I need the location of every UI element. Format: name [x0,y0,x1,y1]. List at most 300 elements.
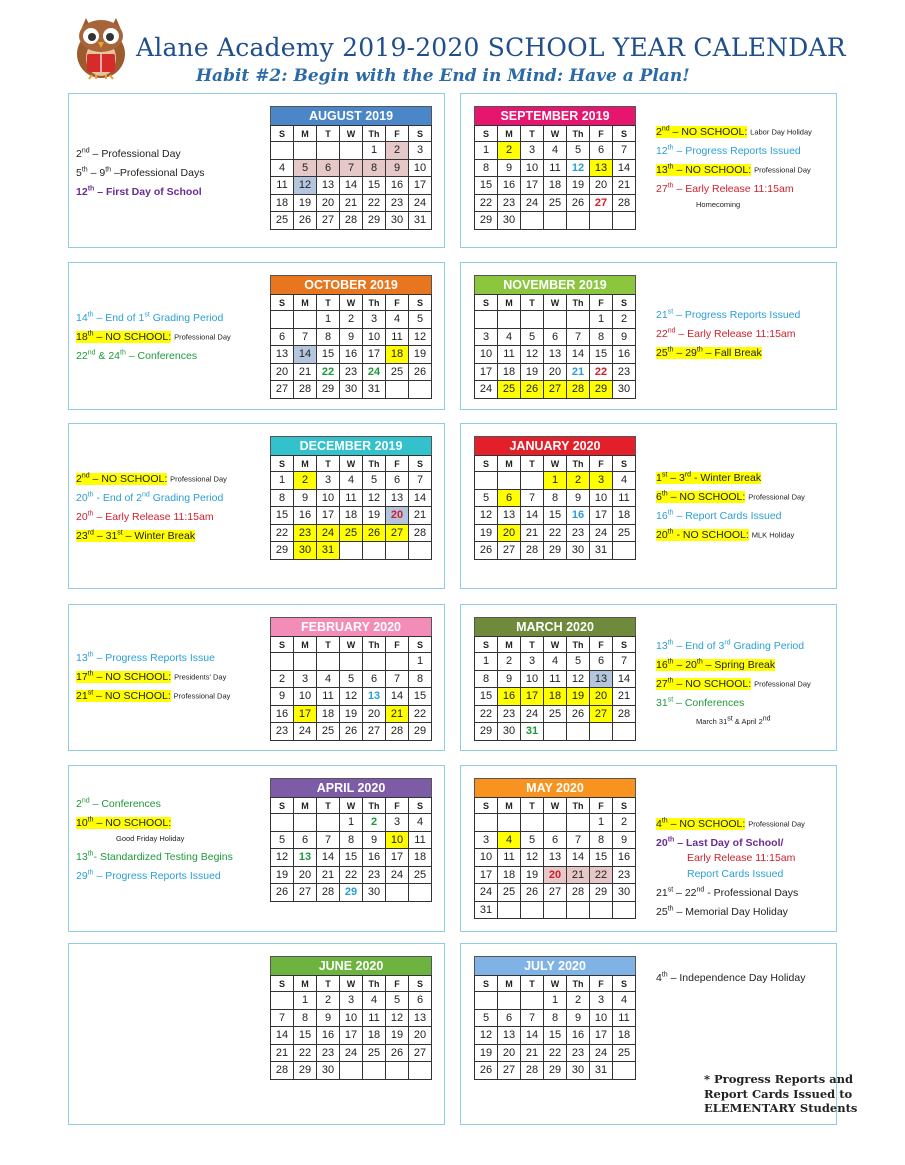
day-cell: 26 [386,1044,409,1062]
empty-day-cell [409,381,432,399]
day-cell: 3 [521,142,544,160]
day-cell: 6 [363,670,386,688]
day-cell: 9 [498,159,521,177]
day-cell: 25 [409,866,432,884]
note-line [656,121,812,140]
day-cell: 12 [409,328,432,346]
day-cell: 11 [498,346,521,364]
day-cell: 26 [475,1062,498,1080]
day-cell: 18 [498,866,521,884]
note-line [656,505,805,524]
weekday-label: M [294,798,317,814]
day-cell: 20 [294,866,317,884]
day-cell: 29 [340,884,363,902]
calendar-week [271,212,432,230]
day-cell: 21 [386,705,409,723]
note-text: 18th – NO SCHOOL: [76,330,172,343]
day-cell: 5 [567,653,590,671]
weekday-label: Th [567,637,590,653]
day-cell: 17 [521,688,544,706]
calendar-week [271,346,432,364]
day-cell: 12 [521,346,544,364]
day-cell: 4 [613,472,636,490]
day-cell: 24 [521,194,544,212]
empty-day-cell [386,542,409,560]
note-detail: Labor Day Holiday [750,127,812,137]
weekday-label: Th [363,976,386,992]
day-cell: 17 [340,1027,363,1045]
weekday-label: W [340,637,363,653]
day-cell: 1 [271,472,294,490]
day-cell: 16 [294,507,317,525]
day-cell: 16 [271,705,294,723]
note-text: 27th – Early Release 11:15am [656,182,794,195]
day-cell: 31 [475,901,498,919]
day-cell: 28 [294,381,317,399]
weekday-label: T [317,798,340,814]
day-cell: 29 [544,542,567,560]
weekday-label: S [613,976,636,992]
day-cell: 19 [475,1044,498,1062]
calendar-week [475,381,636,399]
calendar-week [271,524,432,542]
day-cell: 6 [590,653,613,671]
note-line [76,143,204,162]
day-cell: 13 [363,688,386,706]
day-cell: 11 [317,688,340,706]
day-cell: 14 [613,159,636,177]
day-cell: 18 [613,1027,636,1045]
day-cell: 19 [294,194,317,212]
day-cell: 16 [567,1027,590,1045]
day-cell: 17 [363,346,386,364]
calendar-week [271,670,432,688]
note-line [76,307,231,326]
empty-day-cell [386,1062,409,1080]
calendar-week [475,328,636,346]
day-cell: 10 [340,1009,363,1027]
day-cell: 15 [317,346,340,364]
empty-day-cell [475,814,498,832]
day-cell: 2 [340,311,363,329]
day-cell: 30 [386,212,409,230]
note-line [656,342,800,361]
calendar-week [475,1044,636,1062]
calendar-week [475,311,636,329]
day-cell: 9 [567,489,590,507]
weekday-label: Th [363,798,386,814]
day-cell: 28 [386,723,409,741]
day-cell: 7 [340,159,363,177]
day-cell: 5 [340,670,363,688]
day-cell: 22 [340,866,363,884]
weekday-label: F [386,798,409,814]
weekday-label: S [475,798,498,814]
calendar-week [271,472,432,490]
day-cell: 10 [294,688,317,706]
month-notes-march-2020 [656,635,811,729]
note-line [76,487,227,506]
day-cell: 7 [386,670,409,688]
day-cell: 11 [363,1009,386,1027]
day-cell: 9 [498,670,521,688]
month-title: MARCH 2020 [474,617,636,636]
empty-day-cell [317,814,340,832]
empty-day-cell [521,901,544,919]
weekday-label: F [386,126,409,142]
note-detail: Professional Day [170,474,227,484]
day-cell: 8 [544,1009,567,1027]
calendar-week [271,542,432,560]
day-cell: 24 [386,866,409,884]
calendar-week [475,1009,636,1027]
note-text: 20th - NO SCHOOL: [656,528,749,541]
day-cell: 17 [475,866,498,884]
note-line [656,197,812,213]
note-text: 4th – Independence Day Holiday [656,971,806,984]
day-cell: 28 [613,194,636,212]
weekday-label: T [521,126,544,142]
day-cell: 27 [590,705,613,723]
day-cell: 3 [363,311,386,329]
weekday-label: M [294,295,317,311]
day-cell: 12 [294,177,317,195]
empty-day-cell [271,814,294,832]
day-cell: 11 [409,831,432,849]
day-cell: 26 [567,705,590,723]
note-line [76,831,233,847]
day-cell: 8 [590,328,613,346]
day-cell: 18 [340,507,363,525]
day-cell: 30 [613,884,636,902]
day-cell: 29 [590,884,613,902]
day-cell: 8 [590,831,613,849]
calendar-week [475,1062,636,1080]
day-cell: 2 [317,992,340,1010]
day-cell: 15 [544,507,567,525]
weekday-label: Th [363,295,386,311]
day-cell: 17 [294,705,317,723]
day-cell: 12 [386,1009,409,1027]
day-cell: 19 [271,866,294,884]
day-cell: 30 [567,542,590,560]
day-cell: 27 [271,381,294,399]
calendar-week [271,814,432,832]
day-cell: 29 [544,1062,567,1080]
empty-day-cell [409,884,432,902]
day-cell: 14 [521,1027,544,1045]
calendar-grid [474,294,636,399]
weekday-label: Th [567,295,590,311]
month-title: AUGUST 2019 [270,106,432,125]
note-line [656,882,805,901]
day-cell: 9 [363,831,386,849]
note-line [76,847,233,866]
weekday-label: W [340,976,363,992]
day-cell: 2 [613,814,636,832]
day-cell: 9 [317,1009,340,1027]
calendar-week [271,381,432,399]
calendar-december-2019 [270,436,432,560]
day-cell: 31 [317,542,340,560]
note-line [656,673,811,692]
weekday-label: Th [567,126,590,142]
weekday-label: Th [567,456,590,472]
day-cell: 8 [409,670,432,688]
calendar-week [475,1027,636,1045]
empty-day-cell [544,814,567,832]
day-cell: 9 [613,328,636,346]
weekday-label: S [475,637,498,653]
day-cell: 17 [386,849,409,867]
day-cell: 30 [567,1062,590,1080]
day-cell: 12 [475,507,498,525]
weekday-label: F [386,456,409,472]
empty-day-cell [544,212,567,230]
empty-day-cell [363,653,386,671]
calendar-october-2019 [270,275,432,399]
day-cell: 16 [498,688,521,706]
day-cell: 18 [498,363,521,381]
day-cell: 1 [409,653,432,671]
day-cell: 14 [613,670,636,688]
month-title: FEBRUARY 2020 [270,617,432,636]
note-text: 16th – 20th – Spring Break [656,658,776,671]
day-cell: 23 [567,524,590,542]
note-line [656,851,805,867]
weekday-label: F [590,637,613,653]
note-detail: Presidents' Day [174,672,227,682]
note-text: 25th – Memorial Day Holiday [656,905,788,918]
day-cell: 18 [363,1027,386,1045]
day-cell: 18 [386,346,409,364]
note-line [656,140,812,159]
day-cell: 12 [567,670,590,688]
day-cell: 16 [317,1027,340,1045]
weekday-label: S [271,295,294,311]
empty-day-cell [340,142,363,160]
day-cell: 14 [271,1027,294,1045]
day-cell: 15 [340,849,363,867]
day-cell: 28 [271,1062,294,1080]
day-cell: 24 [590,1044,613,1062]
day-cell: 13 [271,346,294,364]
calendar-week [475,992,636,1010]
weekday-label: Th [363,456,386,472]
day-cell: 9 [340,328,363,346]
calendar-april-2020 [270,778,432,902]
empty-day-cell [567,814,590,832]
day-cell: 24 [340,1044,363,1062]
calendar-week [475,212,636,230]
day-cell: 12 [340,688,363,706]
day-cell: 3 [475,328,498,346]
calendar-week [475,849,636,867]
day-cell: 12 [363,489,386,507]
day-cell: 25 [498,381,521,399]
empty-day-cell [521,472,544,490]
calendar-week [271,688,432,706]
calendar-week [271,159,432,177]
day-cell: 2 [271,670,294,688]
day-cell: 19 [521,363,544,381]
note-text: 23rd – 31st – Winter Break [76,529,196,542]
footnote-line: ELEMENTARY Students [704,1101,858,1115]
day-cell: 13 [544,346,567,364]
day-cell: 27 [409,1044,432,1062]
weekday-label: Th [567,798,590,814]
day-cell: 26 [521,381,544,399]
empty-day-cell [409,1062,432,1080]
day-cell: 20 [409,1027,432,1045]
note-text: 21st – Progress Reports Issued [656,308,801,321]
day-cell: 4 [386,311,409,329]
day-cell: 7 [613,142,636,160]
day-cell: 29 [409,723,432,741]
day-cell: 1 [340,814,363,832]
note-line [76,525,227,544]
weekday-label: T [521,976,544,992]
note-text: 1st – 3rd - Winter Break [656,471,762,484]
day-cell: 8 [317,328,340,346]
note-text: 22nd – Early Release 11:15am [656,327,796,340]
day-cell: 4 [409,814,432,832]
day-cell: 14 [567,849,590,867]
note-line [656,635,811,654]
day-cell: 9 [567,1009,590,1027]
month-notes-january-2020 [656,467,805,543]
day-cell: 17 [409,177,432,195]
empty-day-cell [613,1062,636,1080]
calendar-week [475,901,636,919]
calendar-week [271,831,432,849]
note-line [656,178,812,197]
day-cell: 28 [567,884,590,902]
day-cell: 24 [521,705,544,723]
day-cell: 21 [271,1044,294,1062]
day-cell: 21 [567,363,590,381]
note-text: 2nd – Conferences [76,797,161,810]
empty-day-cell [613,723,636,741]
day-cell: 15 [409,688,432,706]
note-line [656,967,805,986]
weekday-label: T [317,126,340,142]
weekday-label: T [521,295,544,311]
day-cell: 26 [340,723,363,741]
day-cell: 20 [271,363,294,381]
calendar-grid [474,125,636,230]
note-line [76,666,230,685]
calendar-week [475,524,636,542]
day-cell: 19 [475,524,498,542]
day-cell: 6 [498,489,521,507]
weekday-label: S [271,976,294,992]
day-cell: 4 [498,831,521,849]
day-cell: 20 [590,688,613,706]
weekday-label: M [294,637,317,653]
page-title: Alane Academy 2019-2020 SCHOOL YEAR CALENDAR [136,33,846,62]
note-text: 31st – Conferences [656,696,745,709]
weekday-label: T [521,637,544,653]
weekday-label: M [498,976,521,992]
owl-logo-icon [70,14,132,80]
weekday-label: T [317,637,340,653]
day-cell: 16 [567,507,590,525]
empty-day-cell [294,814,317,832]
day-cell: 20 [498,1044,521,1062]
day-cell: 23 [386,194,409,212]
month-notes-november-2019 [656,304,800,361]
day-cell: 10 [475,849,498,867]
day-cell: 15 [590,849,613,867]
note-line [656,486,805,505]
day-cell: 29 [475,212,498,230]
calendar-february-2020 [270,617,432,741]
day-cell: 22 [475,705,498,723]
day-cell: 11 [386,328,409,346]
day-cell: 21 [317,866,340,884]
note-text: 20th – Last Day of School/ [656,836,784,849]
day-cell: 7 [613,653,636,671]
day-cell: 17 [590,1027,613,1045]
day-cell: 8 [475,159,498,177]
day-cell: 10 [590,489,613,507]
day-cell: 24 [317,524,340,542]
note-detail: Professional Day [174,332,231,342]
calendar-november-2019 [474,275,636,399]
day-cell: 19 [363,507,386,525]
calendar-week [475,814,636,832]
empty-day-cell [613,212,636,230]
day-cell: 28 [340,212,363,230]
day-cell: 18 [317,705,340,723]
note-line [656,867,805,883]
day-cell: 20 [317,194,340,212]
day-cell: 30 [498,723,521,741]
empty-day-cell [613,901,636,919]
day-cell: 6 [317,159,340,177]
calendar-week [271,866,432,884]
day-cell: 16 [613,346,636,364]
empty-day-cell [271,653,294,671]
day-cell: 15 [544,1027,567,1045]
day-cell: 23 [271,723,294,741]
empty-day-cell [386,653,409,671]
day-cell: 29 [590,381,613,399]
note-text: 6th – NO SCHOOL: [656,490,746,503]
note-line [76,326,231,345]
note-text: 25th – 29th – Fall Break [656,346,762,359]
empty-day-cell [544,901,567,919]
note-text: 20th – Early Release 11:15am [76,510,214,523]
day-cell: 3 [475,831,498,849]
day-cell: 3 [317,472,340,490]
note-text: 16th – Report Cards Issued [656,509,782,522]
weekday-label: M [294,126,317,142]
day-cell: 27 [544,884,567,902]
day-cell: 23 [498,194,521,212]
day-cell: 14 [409,489,432,507]
day-cell: 14 [567,346,590,364]
day-cell: 29 [475,723,498,741]
empty-day-cell [590,212,613,230]
weekday-label: M [498,637,521,653]
day-cell: 7 [521,1009,544,1027]
note-detail: Professional Day [754,165,811,175]
day-cell: 23 [613,363,636,381]
note-text: 2nd – NO SCHOOL: [76,472,168,485]
day-cell: 28 [613,705,636,723]
